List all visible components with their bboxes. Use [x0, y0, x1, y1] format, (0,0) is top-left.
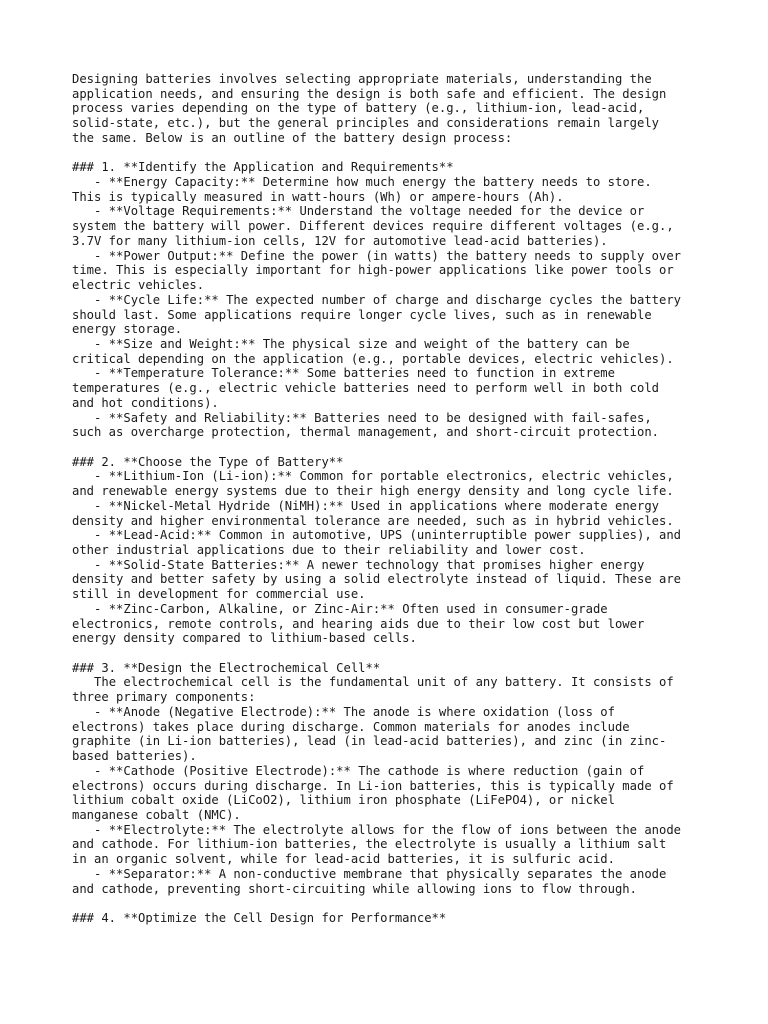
blank-line: [72, 646, 712, 661]
text-line: process varies depending on the type of battery (e.g., lithium-ion, lead-acid,: [72, 101, 645, 116]
text-line: critical depending on the application (e.g., portable devices, electric vehicles).: [72, 351, 674, 366]
text-line: The electrochemical cell is the fundamental unit of any battery. It consists of: [72, 675, 674, 690]
text-line: manganese cobalt (NMC).: [72, 807, 241, 822]
text-line: still in development for commercial use.: [72, 587, 366, 602]
blank-line: [72, 896, 712, 911]
text-line: such as overcharge protection, thermal management, and short-circuit protection.: [72, 425, 659, 440]
text-line: - **Size and Weight:** The physical size and weight of the battery can be: [72, 336, 630, 351]
text-line: and hot conditions).: [72, 395, 219, 410]
text-line: should last. Some applications require longer cycle lives, such as in renewable: [72, 307, 652, 322]
text-line: time. This is especially important for high-power applications like power tools or: [72, 263, 674, 278]
text-line: three primary components:: [72, 690, 256, 705]
text-line: temperatures (e.g., electric vehicle batteries need to perform well in both cold: [72, 381, 659, 396]
text-line: based batteries).: [72, 749, 197, 764]
text-line: - **Lithium-Ion (Li-ion):** Common for portable electronics, electric vehicles,: [72, 469, 674, 484]
text-line: Designing batteries involves selecting appropriate materials, understanding the: [72, 72, 652, 86]
text-line: and cathode. For lithium-ion batteries, the electrolyte is usually a lithium salt: [72, 837, 667, 852]
text-line: the same. Below is an outline of the battery design process:: [72, 130, 513, 145]
text-line: - **Separator:** A non-conductive membrane that physically separates the anode: [72, 866, 667, 881]
section-heading: ### 3. **Design the Electrochemical Cell**: [72, 660, 381, 675]
text-line: - **Anode (Negative Electrode):** The anode is where oxidation (loss of: [72, 704, 615, 719]
text-line: and renewable energy systems due to their high energy density and long cycle life.: [72, 484, 674, 499]
text-line: - **Solid-State Batteries:** A newer technology that promises higher energy: [72, 557, 645, 572]
text-line: This is typically measured in watt-hours (Wh) or ampere-hours (Ah).: [72, 189, 564, 204]
text-line: - **Cathode (Positive Electrode):** The cathode is where reduction (gain of: [72, 763, 645, 778]
text-line: - **Power Output:** Define the power (in watts) the battery needs to supply over: [72, 248, 682, 263]
blank-line: [72, 146, 712, 161]
text-line: - **Lead-Acid:** Common in automotive, UPS (uninterruptible power supplies), and: [72, 528, 682, 543]
text-line: - **Electrolyte:** The electrolyte allows for the flow of ions between the anode: [72, 822, 682, 837]
text-line: system the battery will power. Different devices require different voltages (e.g.,: [72, 219, 674, 234]
text-line: density and better safety by using a solid electrolyte instead of liquid. These are: [72, 572, 682, 587]
text-line: - **Safety and Reliability:** Batteries need to be designed with fail-safes,: [72, 410, 652, 425]
text-line: electronics, remote controls, and hearing aids due to their low cost but lower: [72, 616, 645, 631]
text-line: 3.7V for many lithium-ion cells, 12V for automotive lead-acid batteries).: [72, 233, 608, 248]
text-line: and cathode, preventing short-circuiting while allowing ions to flow through.: [72, 881, 637, 896]
text-line: electric vehicles.: [72, 278, 205, 293]
text-line: density and higher environmental tolerance are needed, such as in hybrid vehicles.: [72, 513, 674, 528]
section-heading: ### 2. **Choose the Type of Battery**: [72, 454, 344, 469]
text-line: electrons) takes place during discharge. Common materials for anodes include: [72, 719, 630, 734]
text-line: - **Zinc-Carbon, Alkaline, or Zinc-Air:** Often used in consumer-grade: [72, 601, 608, 616]
text-line: - **Temperature Tolerance:** Some batteries need to function in extreme: [72, 366, 615, 381]
section-heading: ### 1. **Identify the Application and Requirements**: [72, 160, 454, 175]
text-line: - **Cycle Life:** The expected number of charge and discharge cycles the battery: [72, 292, 682, 307]
text-line: energy storage.: [72, 322, 183, 337]
document-body: [72, 72, 712, 926]
text-line: - **Nickel-Metal Hydride (NiMH):** Used in applications where moderate energy: [72, 498, 660, 513]
text-line: energy density compared to lithium-based cells.: [72, 631, 417, 646]
text-line: application needs, and ensuring the design is both safe and efficient. The design: [72, 86, 667, 101]
text-line: electrons) occurs during discharge. In Li-ion batteries, this is typically made of: [72, 778, 674, 793]
text-line: solid-state, etc.), but the general principles and considerations remain largely: [72, 116, 659, 131]
text-line: - **Energy Capacity:** Determine how much energy the battery needs to store.: [72, 175, 652, 190]
text-line: - **Voltage Requirements:** Understand the voltage needed for the device or: [72, 204, 645, 219]
section-heading: ### 4. **Optimize the Cell Design for Performance**: [72, 910, 447, 925]
blank-line: [72, 440, 712, 455]
text-line: in an organic solvent, while for lead-acid batteries, it is sulfuric acid.: [72, 852, 615, 867]
text-line: graphite (in Li-ion batteries), lead (in lead-acid batteries), and zinc (in zinc-: [72, 734, 667, 749]
text-line: other industrial applications due to their reliability and lower cost.: [72, 543, 586, 557]
text-line: lithium cobalt oxide (LiCoO2), lithium iron phosphate (LiFePO4), or nickel: [72, 793, 615, 808]
